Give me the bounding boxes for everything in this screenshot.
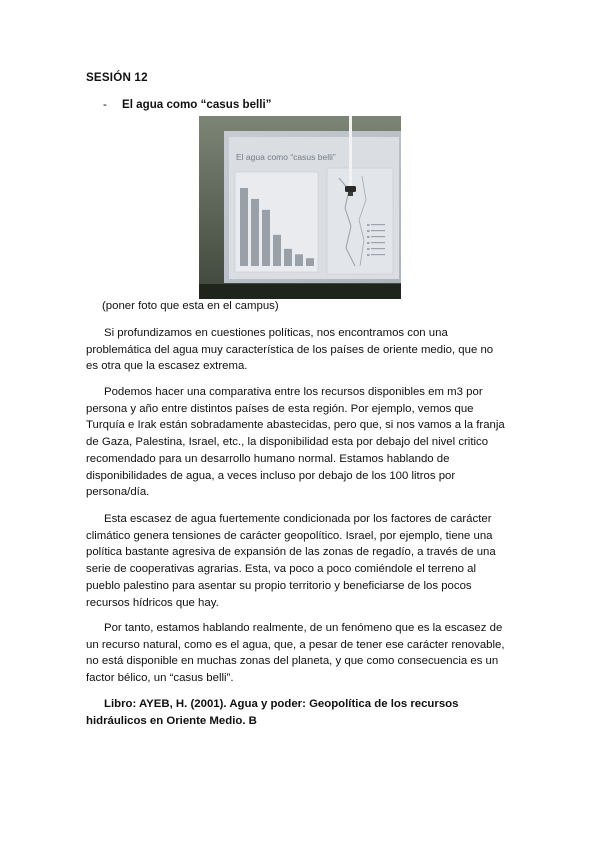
- paragraph-line: disponibilidades de agua, a veces incluso por debajo de los 100 litros por: [86, 469, 456, 482]
- paragraph-line: de Gaza, Palestina, Israel, etc., la disponibilidad esta por debajo del nivel critico: [86, 436, 489, 449]
- slide-bar: [306, 258, 314, 266]
- paragraph-line: Esta escasez de agua fuertemente condicionada por los factores de carácter: [104, 513, 492, 525]
- paragraph-line: no está disponible en muchas zonas del planeta, y que como consecuencia es un: [86, 655, 499, 668]
- slide-bar: [273, 235, 281, 266]
- paragraph-line: problemática del agua muy característica de los países de oriente medio, que no: [86, 343, 494, 356]
- slide-title-text: El agua como “casus belli”: [236, 152, 336, 162]
- paragraph-1: [86, 325, 516, 375]
- paragraph-line: persona/día.: [86, 486, 150, 499]
- bibliographic-reference: [86, 696, 516, 729]
- paragraph-line: es otra que la escasez extrema.: [86, 360, 248, 373]
- reference-line: hidráulicos en Oriente Medio. B: [86, 714, 257, 727]
- paragraph-2: [86, 384, 516, 501]
- slide-map-panel: [327, 168, 393, 274]
- paragraph-line: Turquía e Irak están sobradamente abastecidas, pero que, si nos vamos a la franja: [86, 419, 505, 432]
- slide-bar: [262, 210, 270, 266]
- slide-bar: [295, 254, 303, 266]
- slide-bar: [284, 249, 292, 266]
- paragraph-line: serie de cooperativas agrarias. Esta, va poco a poco comiéndole el terreno al: [86, 563, 477, 576]
- paragraph-line: Podemos hacer una comparativa entre los recursos disponibles em m3 por: [104, 386, 483, 398]
- paragraph-line: Si profundizamos en cuestiones políticas, nos encontramos con una: [104, 327, 448, 339]
- paragraph-line: un recurso natural, como es el agua, que, a pesar de tener ese carácter renovable,: [86, 638, 505, 651]
- slide-bar: [240, 188, 248, 266]
- session-heading: SESIÓN 12: [86, 71, 148, 84]
- bullet-item: [103, 98, 271, 111]
- paragraph-line: climático genera tensiones de carácter geopolítico. Israel, por ejemplo, tiene una: [86, 529, 493, 542]
- paragraph-3: [86, 511, 516, 611]
- paragraph-4: [86, 620, 516, 687]
- paragraph-line: política bastante agresiva de expansión de las zonas de regadío, a través de una: [86, 546, 496, 559]
- slide-bar: [251, 199, 259, 266]
- bullet-title: El agua como “casus belli”: [122, 98, 272, 111]
- reference-line: Libro: AYEB, H. (2001). Agua y poder: Geopolítica de los recursos: [104, 698, 459, 710]
- photo-floor: [199, 284, 401, 299]
- photo-caption: (poner foto que esta en el campus): [102, 300, 279, 312]
- paragraph-line: recomendado para un desarrollo humano normal. Estamos hablando de: [86, 452, 450, 465]
- paragraph-line: pueblo palestino para asentar su propio territorio y beneficiarse de los pocos: [86, 579, 472, 592]
- paragraph-line: Por tanto, estamos hablando realmente, de un fenómeno que es la escasez de: [104, 622, 503, 634]
- paragraph-line: recursos hídricos que hay.: [86, 596, 219, 609]
- paragraph-line: factor bélico, un “casus belli”.: [86, 672, 234, 685]
- bullet-dash: -: [103, 98, 107, 111]
- lecture-slide-photo: [199, 116, 401, 299]
- paragraph-line: persona y año entre distintos países de esta región. Por ejemplo, vemos que: [86, 402, 474, 415]
